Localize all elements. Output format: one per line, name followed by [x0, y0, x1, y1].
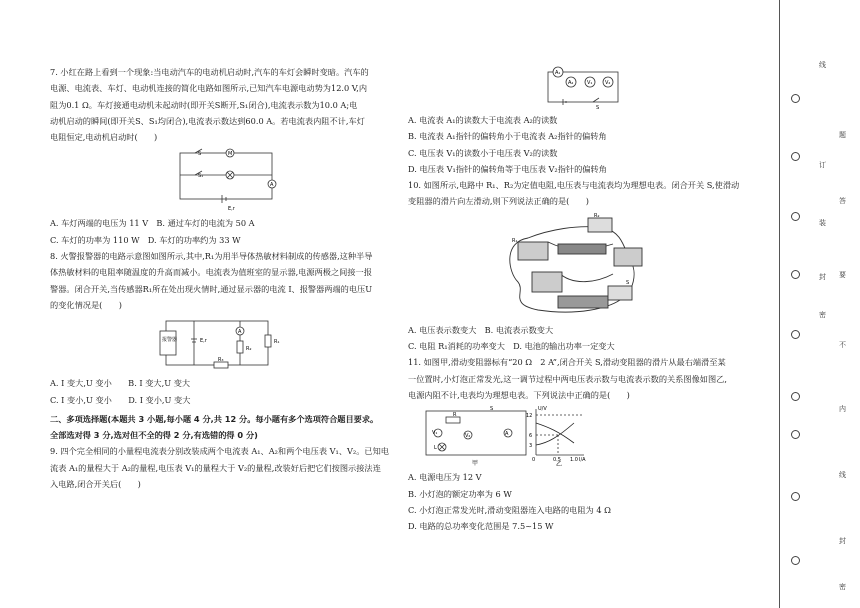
- q8-options-2: C. I 变小,U 变小 D. I 变小,U 变大: [50, 394, 191, 405]
- q11-option-d: D. 电路的总功率变化范围是 7.5~15 W: [408, 521, 554, 532]
- q9-s-label: S: [596, 105, 600, 110]
- q8-line-4: 的变化情况是( ): [50, 299, 122, 310]
- q10-s-label: S: [626, 279, 630, 286]
- binding-inner-1: 题: [839, 131, 846, 139]
- q11-s-label: S: [490, 406, 494, 413]
- q7-line-1: 7. 小红在路上看到一个现象:当电动汽车的电动机启动时,汽车的车灯会瞬时变暗。汽车的: [50, 67, 369, 77]
- q7-circuit-figure: [50, 147, 398, 213]
- q11-label-yi: 乙: [556, 461, 563, 468]
- q11-y-tick-6: 6: [529, 433, 533, 440]
- binding-outer-5: 密: [819, 311, 826, 319]
- q8-r3-label: R₃: [218, 357, 224, 364]
- q7-emf-label: E,r: [228, 206, 235, 213]
- q11-x-tick-10: 1.0: [570, 457, 578, 464]
- q11-label-jia: 甲: [472, 460, 479, 468]
- binding-hole-5: [791, 330, 800, 339]
- binding-hole-6: [791, 392, 800, 401]
- q9-a2-label: A₂: [568, 80, 574, 86]
- binding-outer-4: 封: [819, 273, 826, 281]
- q8-circuit-figure: [50, 315, 398, 373]
- q11-x-axis-label: I/A: [579, 457, 586, 464]
- q8-emf-label: E,r: [200, 338, 207, 345]
- q11-figure: [408, 405, 768, 467]
- binding-hole-9: [791, 556, 800, 565]
- q9-v2-label: V₂: [605, 80, 611, 86]
- q9-line-1: 9. 四个完全相同的小量程电流表分别改装成两个电流表 A₁、A₂和两个电压表 V₁、V₂。已知电: [50, 446, 389, 457]
- q7-line-2: 电源、电流表、车灯、电动机连接的简化电路如图所示,已知汽车电源电动势为12.0 V,内: [50, 83, 368, 94]
- q9-option-c: C. 电压表 V₁的读数小于电压表 V₂的读数: [408, 147, 558, 158]
- q7-line-4: 动机启动的瞬间(即开关S、S₁均闭合),电流表示数达到60.0 A。若电流表内阻不计,车灯: [50, 115, 365, 126]
- binding-inner-6: 线: [839, 471, 846, 479]
- q10-line-1: 10. 如图所示,电路中 R₁、R₂为定值电阻,电压表与电流表均为理想电表。闭合开关 S,使滑动: [408, 180, 740, 191]
- q11-option-c: C. 小灯泡正常发光时,滑动变阻器连入电路的电阻为 4 Ω: [408, 504, 611, 515]
- binding-margin: [773, 0, 860, 608]
- q11-y-tick-12: 12: [526, 413, 533, 420]
- binding-hole-8: [791, 492, 800, 501]
- q8-line-2: 体热敏材料的电阻率随温度的升高而减小。电流表为值班室的显示器,电源两极之间接一报: [50, 267, 372, 278]
- q10-apparatus-figure: [408, 212, 768, 320]
- q8-line-3: 警器。闭合开关,当传感器R₁所在处出现火情时,通过显示器的电流 I、报警器两端的电压U: [50, 283, 373, 294]
- q7-options-2: C. 车灯的功率为 110 W D. 车灯的功率约为 33 W: [50, 234, 241, 245]
- q9-v1-label: V₁: [587, 80, 593, 86]
- q9-line-3: 入电路,闭合开关后( ): [50, 479, 141, 490]
- binding-hole-4: [791, 270, 800, 279]
- q9-line-2: 流表 A₁的量程大于 A₂的量程,电压表 V₁的量程大于 V₂的量程,改装好后把它们按图示接法连: [50, 462, 381, 473]
- binding-inner-5: 内: [839, 405, 846, 413]
- binding-outer-2: 订: [819, 161, 826, 169]
- q8-options-1: A. I 变大,U 变小 B. I 变大,U 变大: [50, 378, 191, 389]
- q11-option-a: A. 电源电压为 12 V: [408, 472, 482, 483]
- q8-line-1: 8. 火警报警器的电路示意图如图所示,其中,R₁为用半导体热敏材料制成的传感器,这种半导: [50, 251, 373, 262]
- q9-circuit-figure: [408, 64, 768, 110]
- binding-hole-3: [791, 212, 800, 221]
- q9-option-d: D. 电压表 V₁指针的偏转角等于电压表 V₂指针的偏转角: [408, 163, 607, 174]
- q8-alarm-label: 报警器: [162, 337, 178, 344]
- q8-r2-label: R₂: [246, 346, 252, 353]
- q11-v1-label: V₁: [432, 430, 438, 437]
- q7-line-3: 阻为0.1 Ω。车灯接通电动机未起动时(即开关S断开,S₁闭合),电流表示数为10.0 A;电: [50, 99, 358, 110]
- q7-motor-label: M: [228, 151, 233, 158]
- q11-option-b: B. 小灯泡的额定功率为 6 W: [408, 488, 512, 499]
- q9-a1-label: A₁: [555, 70, 561, 76]
- q11-y-tick-3: 3: [529, 443, 533, 450]
- binding-hole-1: [791, 94, 800, 103]
- q11-v2-label: V₂: [465, 433, 471, 440]
- q10-r2-label: R₂: [594, 212, 600, 219]
- q7-line-5: 电阻恒定,电动机启动时( ): [50, 132, 158, 143]
- q11-x-tick-05: 0.5: [553, 457, 561, 464]
- binding-inner-2: 答: [839, 197, 846, 205]
- section2-rule: 全部选对得 3 分,选对但不全的得 2 分,有选错的得 0 分): [50, 430, 258, 441]
- q11-y-axis-label: U/V: [538, 406, 547, 413]
- q11-line-3: 电源内阻不计,电表均为理想电表。下列说法中正确的是( ): [408, 389, 630, 400]
- binding-outer-1: 线: [819, 61, 826, 69]
- q11-l-label: L: [434, 445, 437, 452]
- q7-switch-s1-label: S₁: [198, 173, 204, 180]
- q8-r1-label: R₁: [274, 339, 280, 346]
- q10-options-2: C. 电阻 R₁消耗的功率变大 D. 电池的输出功率一定变大: [408, 341, 615, 352]
- binding-inner-8: 密: [839, 583, 846, 591]
- q9-option-a: A. 电流表 A₁的读数大于电流表 A₂的读数: [408, 115, 558, 125]
- binding-inner-4: 不: [839, 341, 846, 349]
- binding-hole-2: [791, 152, 800, 161]
- q11-x-tick-0: 0: [532, 457, 536, 464]
- q7-ammeter-label: A: [270, 182, 274, 189]
- q10-line-2: 变阻器的滑片向左滑动,则下列说法正确的是( ): [408, 196, 589, 207]
- right-column: [408, 62, 768, 534]
- q11-line-1: 11. 如图甲,滑动变阻器标有“20 Ω 2 A”,闭合开关 S,滑动变阻器的滑片从最右端滑至某: [408, 357, 726, 368]
- q7-switch-s-label: S: [198, 151, 202, 158]
- q11-line-2: 一位置时,小灯泡正常发光,这一调节过程中两电压表示数与电流表示数的关系图像如图乙,: [408, 373, 727, 384]
- q11-a-label: A: [505, 431, 509, 438]
- q7-options-1: A. 车灯两端的电压为 11 V B. 通过车灯的电流为 50 A: [50, 218, 255, 229]
- q10-r1-label: R₁: [512, 237, 518, 244]
- left-column: [50, 64, 398, 492]
- q8-ammeter-label: A: [238, 329, 242, 336]
- binding-inner-3: 要: [839, 271, 846, 279]
- binding-hole-7: [791, 430, 800, 439]
- binding-inner-7: 封: [839, 537, 846, 545]
- q10-options-1: A. 电压表示数变大 B. 电流表示数变大: [408, 324, 554, 335]
- q9-option-b: B. 电流表 A₁指针的偏转角小于电流表 A₂指针的偏转角: [408, 131, 607, 142]
- q11-r-label: R: [453, 412, 457, 419]
- binding-outer-3: 装: [819, 219, 826, 227]
- section2-title: 二、多项选择题(本题共 3 小题,每小题 4 分,共 12 分。每小题有多个选项符合题目要求。: [50, 413, 379, 424]
